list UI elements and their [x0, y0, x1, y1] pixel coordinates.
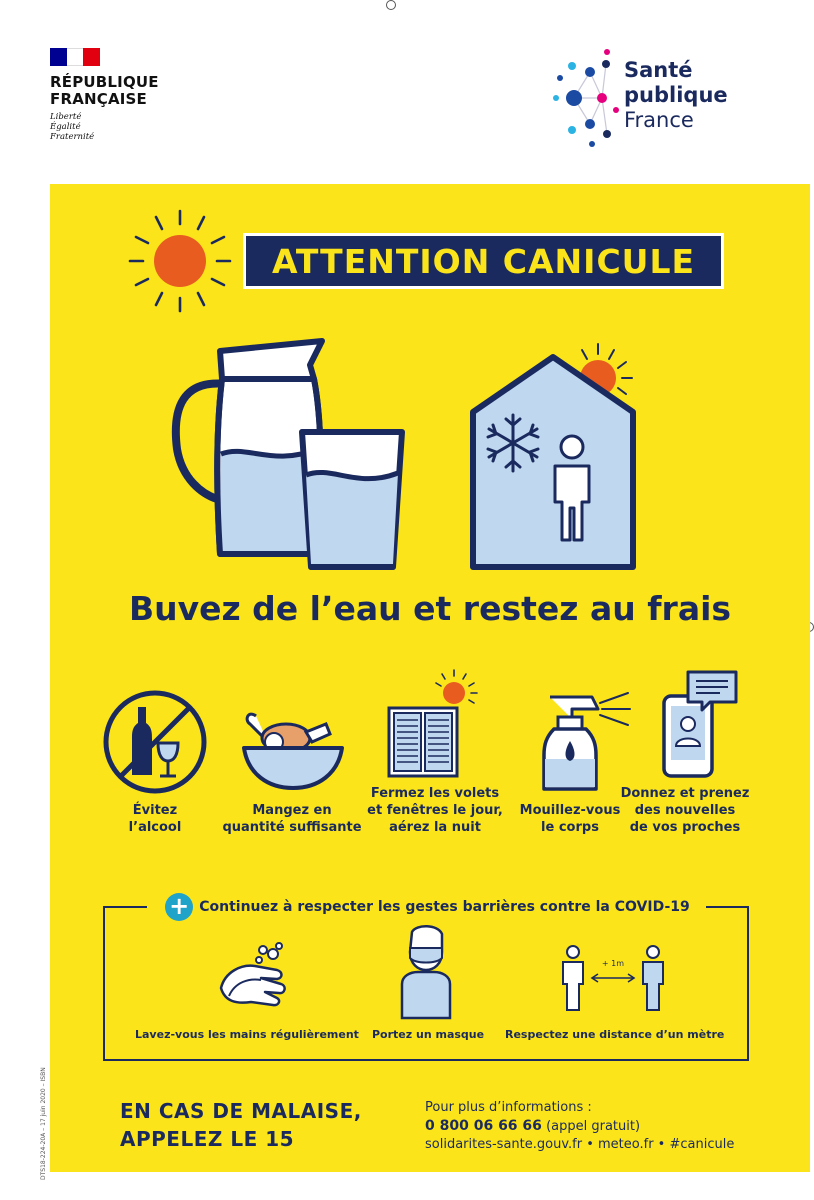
republique-francaise-logo	[50, 48, 190, 142]
tip-label-news	[620, 785, 750, 836]
face-mask-icon	[398, 924, 453, 1019]
marianne-flag-icon	[50, 48, 100, 66]
spf-line1: Santé	[624, 58, 693, 82]
water-glass-icon	[297, 427, 407, 572]
info-intro: Pour plus d’informations :	[425, 1100, 592, 1115]
person-icon	[550, 432, 595, 544]
tip-line: Fermez les volets	[370, 786, 500, 801]
info-links: solidarites-sante.gouv.fr • meteo.fr • #canicule	[425, 1137, 735, 1152]
tip-label-spray	[505, 802, 635, 836]
box-divider	[103, 906, 147, 908]
tip-line: des nouvelles	[634, 803, 736, 818]
heatwave-poster	[50, 184, 810, 1172]
gesture-label-mask: Portez un masque	[372, 1028, 485, 1041]
spray-bottle-icon	[532, 689, 632, 794]
phone-message-icon	[660, 668, 740, 780]
emergency-call	[120, 1097, 362, 1153]
tip-label-alcohol	[85, 802, 225, 836]
tip-line: Mangez en	[252, 803, 332, 818]
tip-line: Mouillez-vous	[519, 803, 621, 818]
plus-cross-icon: +	[165, 893, 193, 921]
rf-motto-line: Fraternité	[50, 132, 95, 142]
network-dots-icon	[552, 46, 622, 156]
emergency-line1: EN CAS DE MALAISE,	[120, 1099, 362, 1123]
rf-title-line2: FRANÇAISE	[50, 90, 148, 108]
rf-motto	[50, 112, 190, 142]
poster-title: ATTENTION CANICULE	[271, 241, 696, 281]
gesture-label-hands: Lavez-vous les mains régulièrement	[135, 1028, 359, 1041]
rf-motto-line: Égalité	[50, 122, 81, 132]
rf-title-line1: RÉPUBLIQUE	[50, 73, 159, 91]
info-phone-line	[425, 1117, 734, 1136]
info-block	[425, 1099, 734, 1154]
spf-line2: publique	[624, 83, 728, 107]
snowflake-icon	[482, 412, 544, 474]
spf-line3: France	[624, 108, 694, 132]
hotline-phone: 0 800 06 66 66	[425, 1118, 542, 1134]
covid-heading-text: Continuez à respecter les gestes barrières contre la COVID-19	[199, 899, 690, 915]
tip-line: l’alcool	[128, 820, 182, 835]
print-code: DTS18-224-20A – 17 juin 2020 – ISBN	[40, 1067, 47, 1180]
rf-motto-line: Liberté	[50, 112, 82, 122]
tip-line: et fenêtres le jour,	[367, 803, 503, 818]
tip-label-shutters	[360, 785, 510, 836]
gesture-label-distance: Respectez une distance d’un mètre	[505, 1028, 725, 1041]
emergency-line2: APPELEZ LE 15	[120, 1127, 295, 1151]
spf-wordmark	[624, 58, 728, 133]
food-bowl-icon	[238, 704, 348, 794]
hand-washing-icon	[215, 942, 293, 1014]
tip-line: Évitez	[132, 803, 178, 818]
tip-line: de vos proches	[629, 820, 741, 835]
tip-line: quantité suffisante	[222, 820, 362, 835]
tip-line: aérez la nuit	[389, 820, 481, 835]
sante-publique-france-logo	[552, 46, 752, 156]
tip-label-food	[212, 802, 372, 836]
box-divider	[706, 906, 749, 908]
title-banner	[243, 233, 724, 289]
sun-icon	[125, 206, 235, 316]
tip-line: Donnez et prenez	[620, 786, 750, 801]
distance-icon	[558, 944, 668, 1014]
phone-note: (appel gratuit)	[546, 1119, 641, 1134]
main-headline: Buvez de l’eau et restez au frais	[128, 589, 732, 628]
closed-shutters-icon	[386, 668, 486, 778]
no-alcohol-icon	[102, 689, 208, 795]
registration-mark-icon	[386, 0, 396, 10]
covid-heading	[150, 891, 705, 923]
tip-line: le corps	[541, 820, 599, 835]
distance-note: + 1m	[601, 959, 625, 968]
